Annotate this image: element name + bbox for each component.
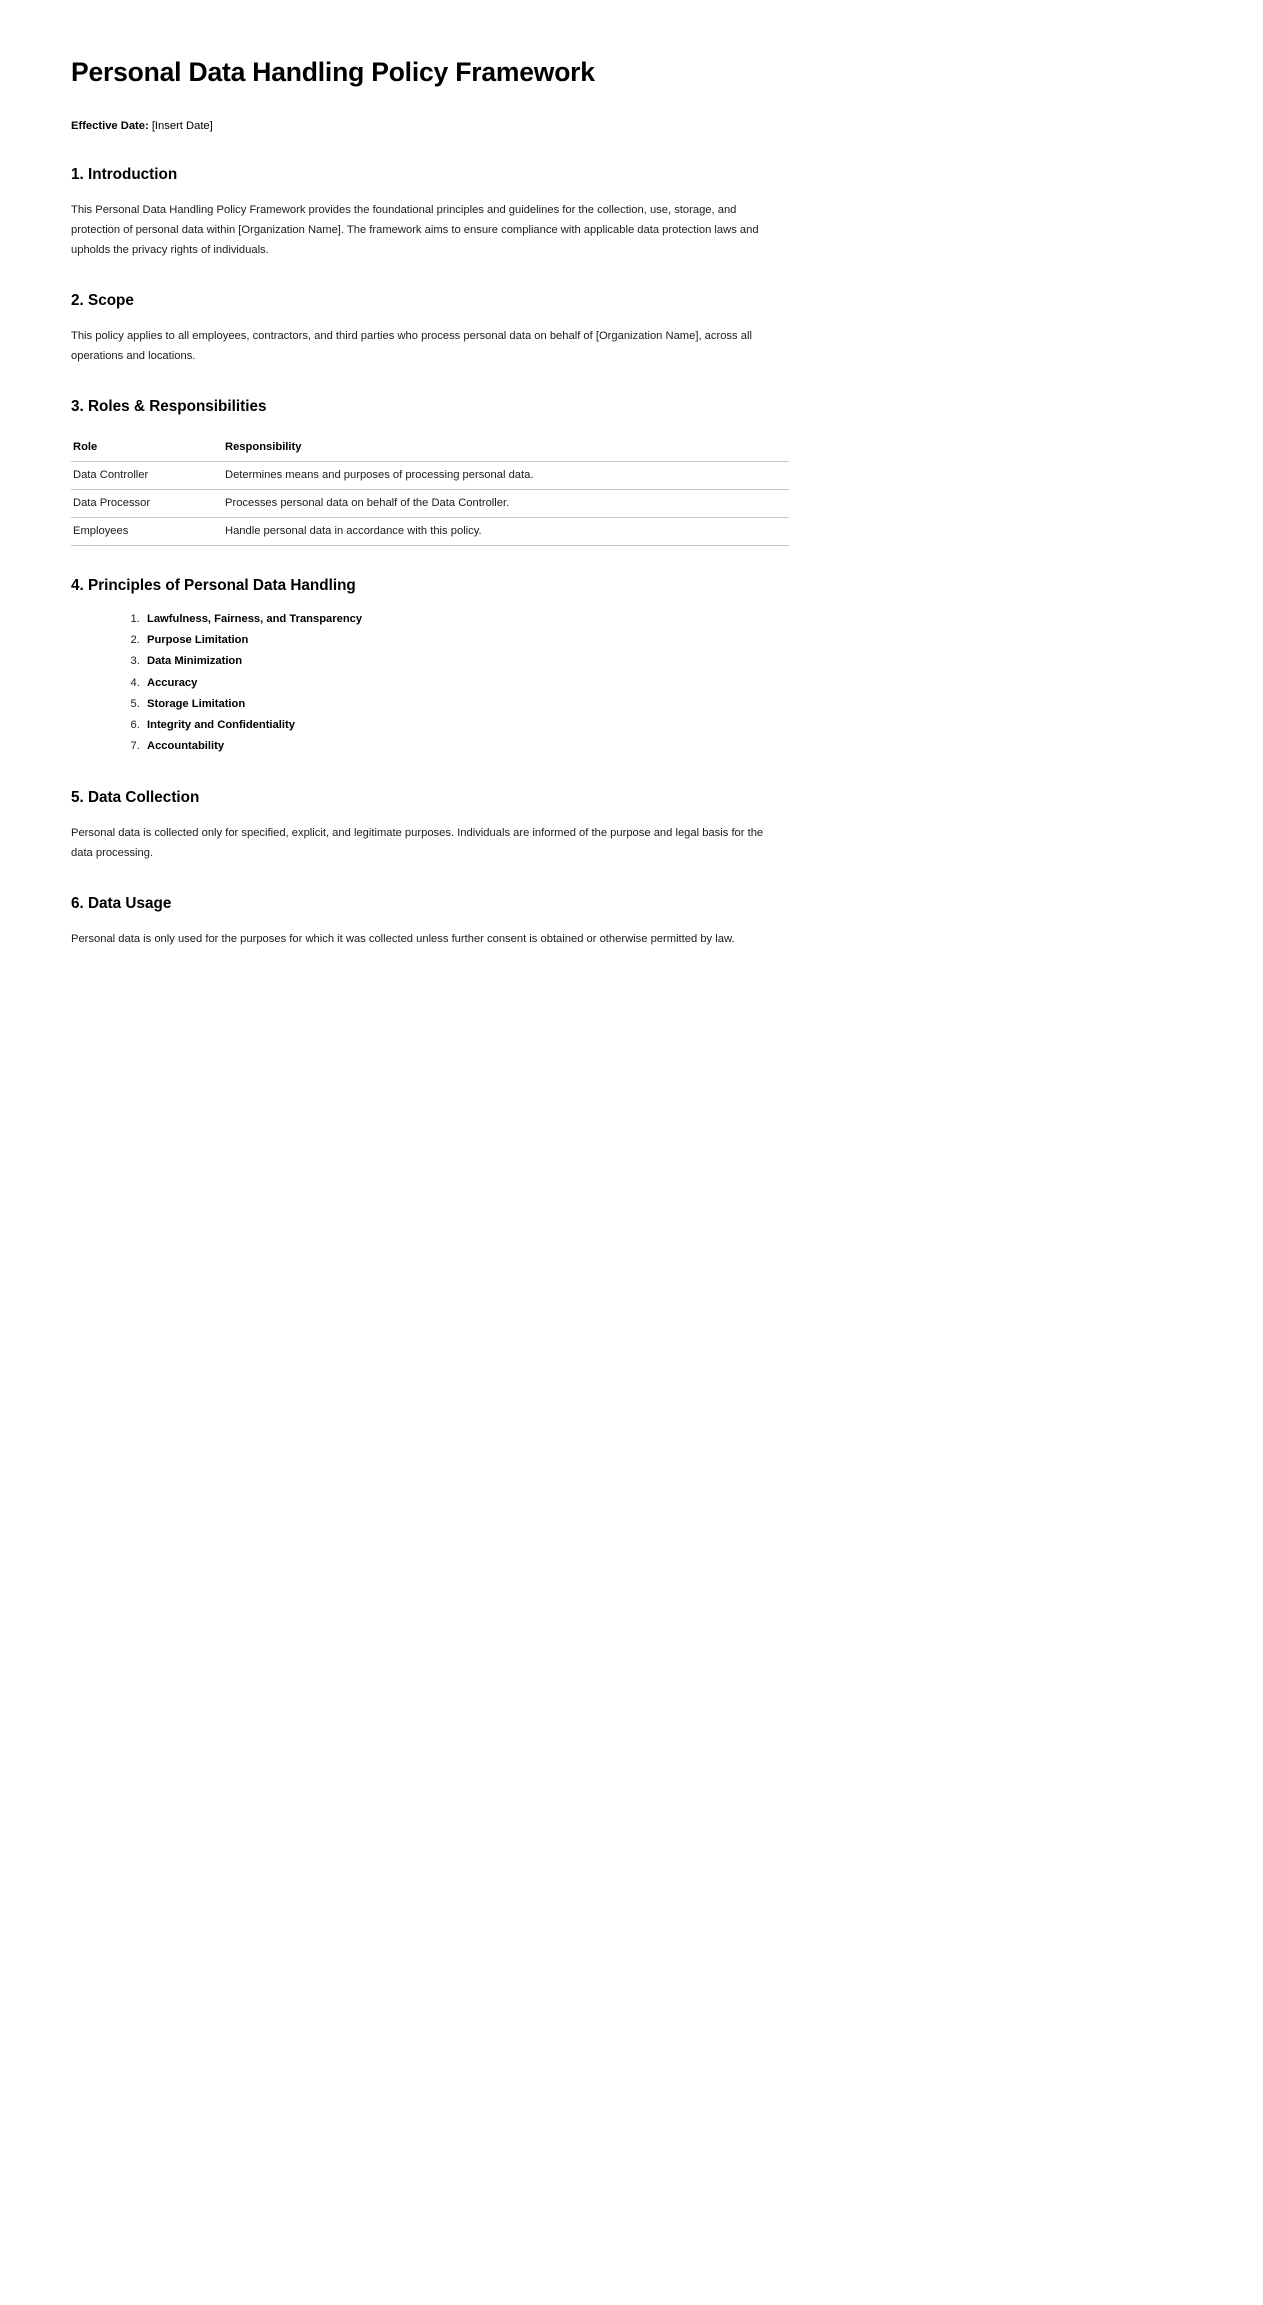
principles-list [71, 595, 789, 755]
list-item [143, 652, 789, 671]
column-header-role: Role [71, 436, 223, 462]
list-item-label: Accuracy [147, 676, 198, 689]
document-content [71, 0, 789, 950]
section-paragraph-scope: This policy applies to all employees, contractors, and third parties who process personal data on behalf of [Organization Name], across all operations and locations. [71, 330, 752, 363]
section-paragraph-data-usage: Personal data is only used for the purposes for which it was collected unless further consent is obtained or otherwise permitted by law. [71, 933, 735, 946]
list-item-label: Integrity and Confidentiality [147, 718, 295, 731]
list-item-label: Accountability [147, 739, 225, 752]
list-item [143, 716, 789, 735]
section-heading-data-usage: 6. Data Usage [71, 894, 172, 912]
cell-role: Data Controller [71, 462, 223, 490]
effective-date-value: [Insert Date] [151, 119, 213, 132]
page-title: Personal Data Handling Policy Framework [71, 57, 595, 87]
cell-responsibility: Determines means and purposes of processing personal data. [223, 462, 789, 490]
table-header-row [71, 436, 789, 462]
table-row [71, 518, 789, 546]
section-heading-scope: 2. Scope [71, 292, 134, 310]
table-header [71, 436, 789, 462]
cell-role: Employees [71, 518, 223, 546]
table-body [71, 462, 789, 546]
list-item [143, 737, 789, 756]
section-heading-introduction: 1. Introduction [71, 166, 178, 184]
roles-table-wrapper [71, 416, 789, 546]
list-item-label: Data Minimization [147, 655, 243, 668]
effective-date-label: Effective Date: [71, 119, 149, 132]
table-row [71, 462, 789, 490]
list-item [143, 631, 789, 650]
section-roles-responsibilities [71, 367, 789, 546]
list-item-label: Lawfulness, Fairness, and Transparency [147, 613, 363, 626]
list-item-label: Storage Limitation [147, 697, 246, 710]
list-item [143, 610, 789, 629]
cell-responsibility: Handle personal data in accordance with this policy. [223, 518, 789, 546]
table-row [71, 490, 789, 518]
section-introduction [71, 135, 789, 261]
roles-responsibilities-table [71, 436, 789, 546]
list-item [143, 674, 789, 693]
cell-responsibility: Processes personal data on behalf of the Data Controller. [223, 490, 789, 518]
effective-date-line [71, 89, 789, 135]
list-item-label: Purpose Limitation [147, 634, 249, 647]
section-heading-data-collection: 5. Data Collection [71, 788, 200, 806]
section-data-usage [71, 864, 789, 950]
section-paragraph-introduction: This Personal Data Handling Policy Framework provides the foundational principles and guidelines for the collection, use, storage, and protection of personal data within [Organization Name]. The framework aims to ensure compliance with applicable data protection laws and upholds the privacy rights of individuals. [71, 204, 759, 257]
list-item [143, 695, 789, 714]
section-data-collection [71, 758, 789, 864]
section-heading-roles: 3. Roles & Responsibilities [71, 398, 267, 416]
cell-role: Data Processor [71, 490, 223, 518]
section-scope [71, 261, 789, 367]
section-heading-principles: 4. Principles of Personal Data Handling [71, 577, 356, 595]
section-paragraph-data-collection: Personal data is collected only for specified, explicit, and legitimate purposes. Individuals are informed of the purpose and legal basis for the data processing. [71, 827, 764, 859]
section-principles [71, 546, 789, 755]
column-header-responsibility: Responsibility [223, 436, 789, 462]
